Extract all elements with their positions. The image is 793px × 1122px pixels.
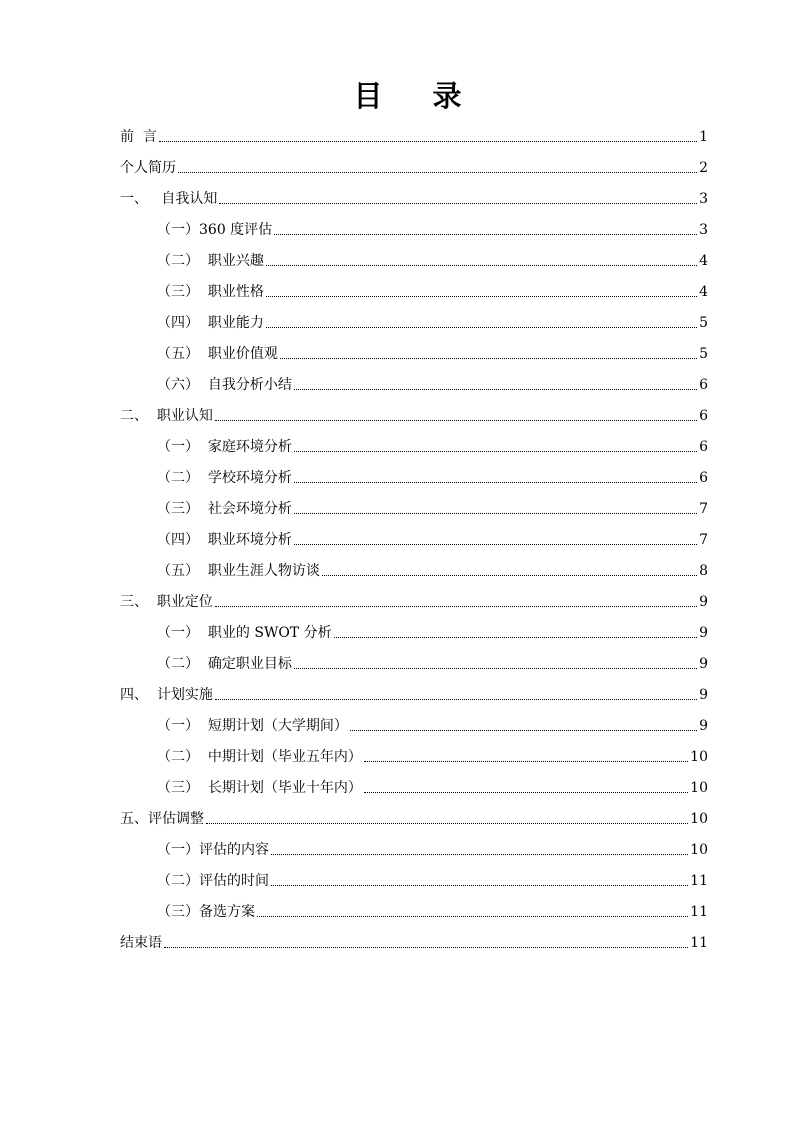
toc-entry-label: 四、 计划实施 bbox=[120, 687, 213, 703]
toc-entry-page-number: 2 bbox=[699, 160, 708, 176]
toc-dot-leader bbox=[294, 482, 697, 483]
toc-entry-page-number: 11 bbox=[690, 873, 708, 889]
toc-entry-label: 个人简历 bbox=[120, 160, 176, 176]
toc-entry-label: 前 言 bbox=[120, 129, 157, 145]
toc-entry-page-number: 6 bbox=[699, 470, 708, 486]
toc-entry-page-number: 9 bbox=[699, 718, 708, 734]
table-of-contents bbox=[120, 118, 708, 955]
toc-entry-label: （六） 自我分析小结 bbox=[157, 377, 292, 393]
toc-dot-leader bbox=[266, 265, 697, 266]
toc-entry-label: （一） 短期计划（大学期间） bbox=[157, 718, 348, 734]
toc-entry-page-number: 3 bbox=[699, 191, 708, 207]
toc-dot-leader bbox=[266, 327, 697, 328]
toc-entry-label: （一）评估的内容 bbox=[157, 842, 269, 858]
toc-entry[interactable] bbox=[120, 118, 708, 149]
toc-entry[interactable] bbox=[120, 738, 708, 769]
toc-entry-label: （五） 职业价值观 bbox=[157, 346, 278, 362]
toc-entry-label: 二、 职业认知 bbox=[120, 408, 213, 424]
toc-entry-page-number: 10 bbox=[690, 842, 708, 858]
toc-entry[interactable] bbox=[120, 180, 708, 211]
toc-dot-leader bbox=[280, 358, 697, 359]
toc-entry-page-number: 10 bbox=[690, 811, 708, 827]
toc-dot-leader bbox=[294, 544, 697, 545]
toc-entry[interactable] bbox=[120, 428, 708, 459]
toc-entry-page-number: 9 bbox=[699, 625, 708, 641]
toc-entry[interactable] bbox=[120, 707, 708, 738]
toc-dot-leader bbox=[206, 823, 688, 824]
toc-entry[interactable] bbox=[120, 273, 708, 304]
toc-dot-leader bbox=[266, 296, 697, 297]
toc-entry[interactable] bbox=[120, 924, 708, 955]
toc-entry-page-number: 11 bbox=[690, 904, 708, 920]
toc-entry[interactable] bbox=[120, 242, 708, 273]
toc-entry[interactable] bbox=[120, 769, 708, 800]
toc-entry-label: （二） 职业兴趣 bbox=[157, 253, 264, 269]
toc-dot-leader bbox=[215, 606, 697, 607]
toc-dot-leader bbox=[294, 389, 697, 390]
toc-entry[interactable] bbox=[120, 676, 708, 707]
toc-dot-leader bbox=[294, 513, 697, 514]
toc-entry[interactable] bbox=[120, 862, 708, 893]
toc-entry-page-number: 4 bbox=[699, 253, 708, 269]
toc-entry-label: 结束语 bbox=[120, 935, 162, 951]
toc-entry-page-number: 1 bbox=[699, 129, 708, 145]
toc-entry[interactable] bbox=[120, 831, 708, 862]
toc-dot-leader bbox=[159, 141, 697, 142]
toc-entry[interactable] bbox=[120, 645, 708, 676]
toc-entry-page-number: 10 bbox=[690, 749, 708, 765]
toc-dot-leader bbox=[215, 420, 697, 421]
toc-entry[interactable] bbox=[120, 800, 708, 831]
toc-dot-leader bbox=[364, 761, 688, 762]
toc-entry-page-number: 9 bbox=[699, 656, 708, 672]
toc-entry-label: （三） 长期计划（毕业十年内） bbox=[157, 780, 362, 796]
toc-entry[interactable] bbox=[120, 397, 708, 428]
toc-entry-page-number: 7 bbox=[699, 501, 708, 517]
toc-dot-leader bbox=[322, 575, 697, 576]
toc-title: 目 录 bbox=[353, 79, 482, 113]
toc-dot-leader bbox=[257, 916, 688, 917]
toc-entry-label: （三） 职业性格 bbox=[157, 284, 264, 300]
toc-entry-label: （四） 职业能力 bbox=[157, 315, 264, 331]
toc-entry-label: （二） 确定职业目标 bbox=[157, 656, 292, 672]
toc-entry[interactable] bbox=[120, 490, 708, 521]
toc-dot-leader bbox=[294, 668, 697, 669]
toc-dot-leader bbox=[364, 792, 688, 793]
toc-entry-label: （四） 职业环境分析 bbox=[157, 532, 292, 548]
toc-entry-label: （三） 社会环境分析 bbox=[157, 501, 292, 517]
toc-dot-leader bbox=[164, 947, 688, 948]
toc-entry[interactable] bbox=[120, 893, 708, 924]
toc-entry[interactable] bbox=[120, 459, 708, 490]
toc-entry[interactable] bbox=[120, 366, 708, 397]
toc-dot-leader bbox=[215, 699, 697, 700]
toc-dot-leader bbox=[271, 885, 688, 886]
toc-entry[interactable] bbox=[120, 614, 708, 645]
toc-dot-leader bbox=[271, 854, 688, 855]
toc-entry[interactable] bbox=[120, 149, 708, 180]
toc-entry-page-number: 6 bbox=[699, 439, 708, 455]
toc-entry[interactable] bbox=[120, 583, 708, 614]
toc-entry-page-number: 9 bbox=[699, 687, 708, 703]
toc-dot-leader bbox=[334, 637, 697, 638]
toc-entry-page-number: 10 bbox=[690, 780, 708, 796]
toc-entry-page-number: 3 bbox=[699, 222, 708, 238]
toc-entry-page-number: 11 bbox=[690, 935, 708, 951]
toc-dot-leader bbox=[178, 172, 697, 173]
toc-dot-leader bbox=[294, 451, 697, 452]
toc-entry-label: （一） 职业的 SWOT 分析 bbox=[157, 625, 332, 641]
toc-entry-label: （二） 中期计划（毕业五年内） bbox=[157, 749, 362, 765]
toc-entry-page-number: 4 bbox=[699, 284, 708, 300]
toc-entry-label: （三）备选方案 bbox=[157, 904, 255, 920]
toc-entry-label: （二）评估的时间 bbox=[157, 873, 269, 889]
toc-entry[interactable] bbox=[120, 335, 708, 366]
toc-entry-label: 五、评估调整 bbox=[120, 811, 204, 827]
toc-entry-page-number: 8 bbox=[699, 563, 708, 579]
toc-entry-label: （五） 职业生涯人物访谈 bbox=[157, 563, 320, 579]
toc-entry-page-number: 9 bbox=[699, 594, 708, 610]
toc-dot-leader bbox=[350, 730, 697, 731]
toc-entry-page-number: 6 bbox=[699, 408, 708, 424]
toc-entry-page-number: 5 bbox=[699, 315, 708, 331]
toc-entry-label: 一、 自我认知 bbox=[120, 191, 218, 207]
toc-dot-leader bbox=[219, 203, 697, 204]
toc-entry-label: （二） 学校环境分析 bbox=[157, 470, 292, 486]
toc-entry[interactable] bbox=[120, 304, 708, 335]
toc-entry-label: （一）360 度评估 bbox=[157, 222, 273, 238]
toc-entry[interactable] bbox=[120, 552, 708, 583]
toc-entry-label: （一） 家庭环境分析 bbox=[157, 439, 292, 455]
toc-entry[interactable] bbox=[120, 521, 708, 552]
toc-entry-page-number: 6 bbox=[699, 377, 708, 393]
toc-entry-page-number: 5 bbox=[699, 346, 708, 362]
toc-entry-label: 三、 职业定位 bbox=[120, 594, 213, 610]
toc-entry-page-number: 7 bbox=[699, 532, 708, 548]
toc-entry[interactable] bbox=[120, 211, 708, 242]
toc-dot-leader bbox=[274, 234, 697, 235]
